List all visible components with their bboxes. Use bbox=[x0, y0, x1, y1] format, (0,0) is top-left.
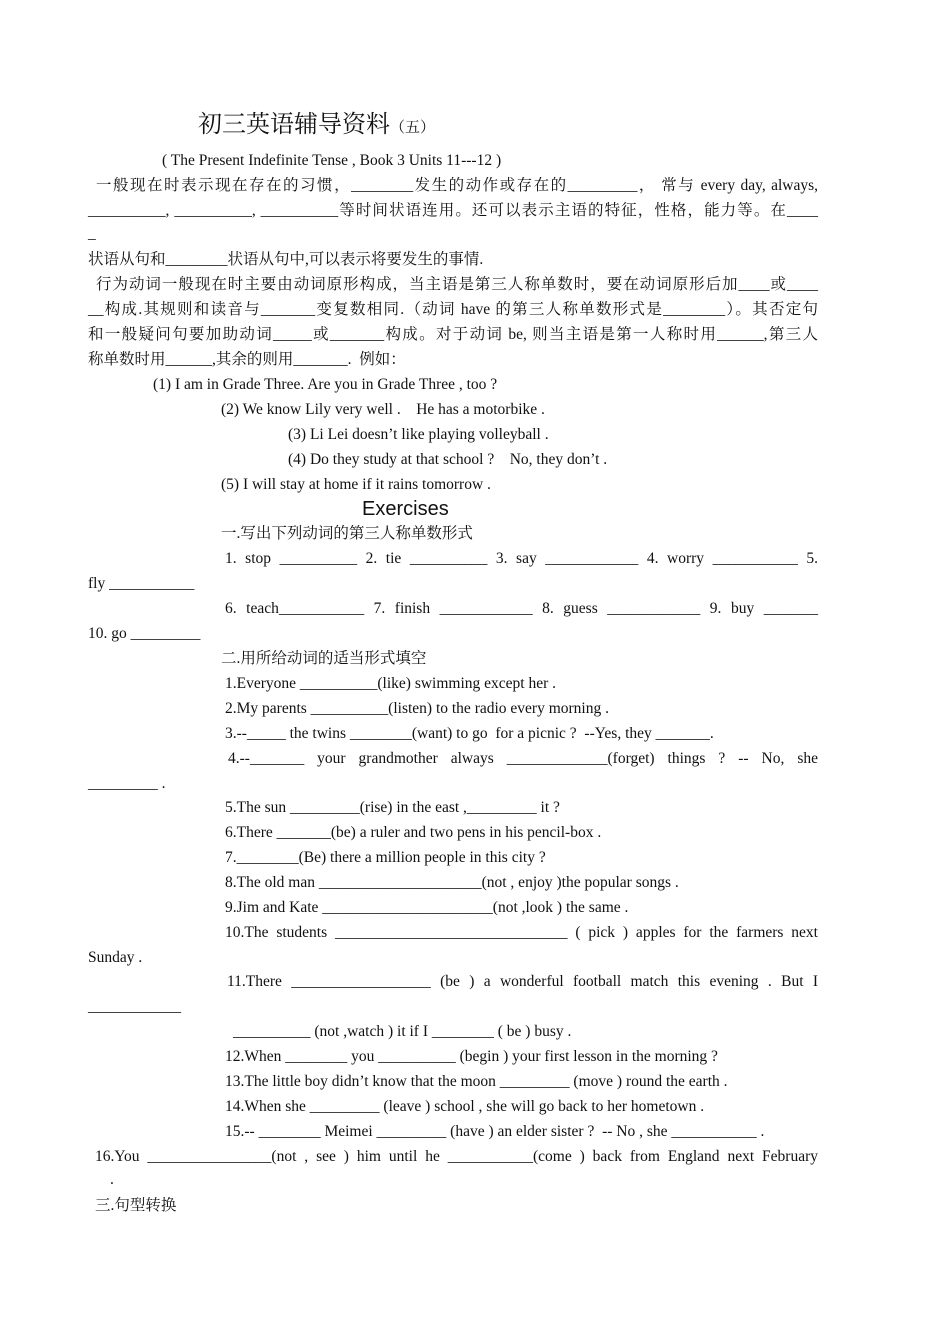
section2-line: 11.There __________________ (be ) a wonderful football match this evening . But I bbox=[227, 973, 818, 990]
section2-line: 4.--_______ your grandmother always _____________(forget) things ? -- No, she bbox=[228, 750, 818, 767]
intro-p1-line: 一般现在时表示现在存在的习惯，________发生的动作或存在的_________， 常与 every day, always, bbox=[96, 177, 818, 194]
section2-line: __________ (not ,watch ) it if I ________ ( be ) busy . bbox=[233, 1023, 572, 1040]
section1-title: 一.写出下列动词的第三人称单数形式 bbox=[221, 525, 473, 542]
intro-p1-line: __________, __________, __________等时间状语连用。还可以表示主语的特征，性格，能力等。在____ bbox=[88, 202, 818, 219]
section2-line: 2.My parents __________(listen) to the radio every morning . bbox=[225, 700, 609, 717]
section2-line: 3.--_____ the twins ________(want) to go for a picnic ? --Yes, they _______. bbox=[225, 725, 714, 742]
section2-line: 1.Everyone __________(like) swimming except her . bbox=[225, 675, 557, 692]
section2-line: . bbox=[110, 1171, 114, 1188]
intro-p2-line: __构成.其规则和读音与_______变复数相同.（动词 have 的第三人称单数形式是________）。其否定句 bbox=[88, 301, 818, 318]
section1-line: 10. go _________ bbox=[88, 625, 201, 642]
section2-line: 16.You ________________(not , see ) him until he ___________(come ) back from England next February bbox=[95, 1148, 818, 1165]
section2-line: 8.The old man _____________________(not , enjoy )the popular songs . bbox=[225, 874, 679, 891]
section2-line: 9.Jim and Kate ______________________(not ,look ) the same . bbox=[225, 899, 629, 916]
intro-p2-line: 称单数时用______,其余的则用_______. 例如： bbox=[88, 351, 406, 368]
section2-line: 13.The little boy didn’t know that the moon _________ (move ) round the earth . bbox=[225, 1073, 728, 1090]
subtitle: ( The Present Indefinite Tense , Book 3 Units 11---12 ) bbox=[162, 152, 502, 169]
title-suffix: （五） bbox=[390, 120, 436, 136]
example-line: (5) I will stay at home if it rains tomorrow . bbox=[221, 476, 491, 493]
exercises-heading: Exercises bbox=[362, 498, 449, 520]
page-title bbox=[198, 110, 435, 143]
example-line: (2) We know Lily very well . He has a motorbike . bbox=[221, 401, 545, 418]
section2-line: ____________ bbox=[88, 998, 181, 1015]
section2-title: 二.用所给动词的适当形式填空 bbox=[221, 650, 427, 667]
example-line: (4) Do they study at that school ? No, they don’t . bbox=[288, 451, 608, 468]
section1-line: fly ___________ bbox=[88, 575, 195, 592]
section2-line: 14.When she _________ (leave ) school , she will go back to her hometown . bbox=[225, 1098, 705, 1115]
section1-line: 1. stop __________ 2. tie __________ 3. say ____________ 4. worry ___________ 5. bbox=[225, 550, 818, 567]
intro-p2-line: 行为动词一般现在时主要由动词原形构成，当主语是第三人称单数时，要在动词原形后加____或____ bbox=[96, 276, 818, 293]
section3-title: 三.句型转换 bbox=[95, 1197, 177, 1214]
section2-line: 5.The sun _________(rise) in the east ,_________ it ? bbox=[225, 799, 560, 816]
section2-line: 10.The students ______________________________ ( pick ) apples for the farmers next bbox=[225, 924, 818, 941]
section2-line: _________ . bbox=[88, 775, 166, 792]
intro-p2-line: 和一般疑问句要加助动词_____或_______构成。对于动词 be, 则当主语是第一人称时用______,第三人 bbox=[88, 326, 818, 343]
example-line: (3) Li Lei doesn’t like playing volleyball . bbox=[288, 426, 549, 443]
section2-line: 12.When ________ you __________ (begin ) your first lesson in the morning ? bbox=[225, 1048, 718, 1065]
intro-p1-line: 状语从句和________状语从句中,可以表示将要发生的事情. bbox=[88, 251, 484, 268]
section1-line: 6. teach___________ 7. finish ____________ 8. guess ____________ 9. buy _______ bbox=[225, 600, 818, 617]
section2-line: Sunday . bbox=[88, 949, 143, 966]
title-main: 初三英语辅导资料 bbox=[198, 112, 390, 138]
section2-line: 6.There _______(be) a ruler and two pens in his pencil-box . bbox=[225, 824, 602, 841]
section2-line: 7.________(Be) there a million people in this city ? bbox=[225, 849, 546, 866]
section2-line: 15.-- ________ Meimei _________ (have ) an elder sister ? -- No , she ___________ . bbox=[225, 1123, 765, 1140]
intro-p1-line: _ bbox=[88, 225, 96, 242]
example-line: (1) I am in Grade Three. Are you in Grade Three , too ? bbox=[153, 376, 498, 393]
